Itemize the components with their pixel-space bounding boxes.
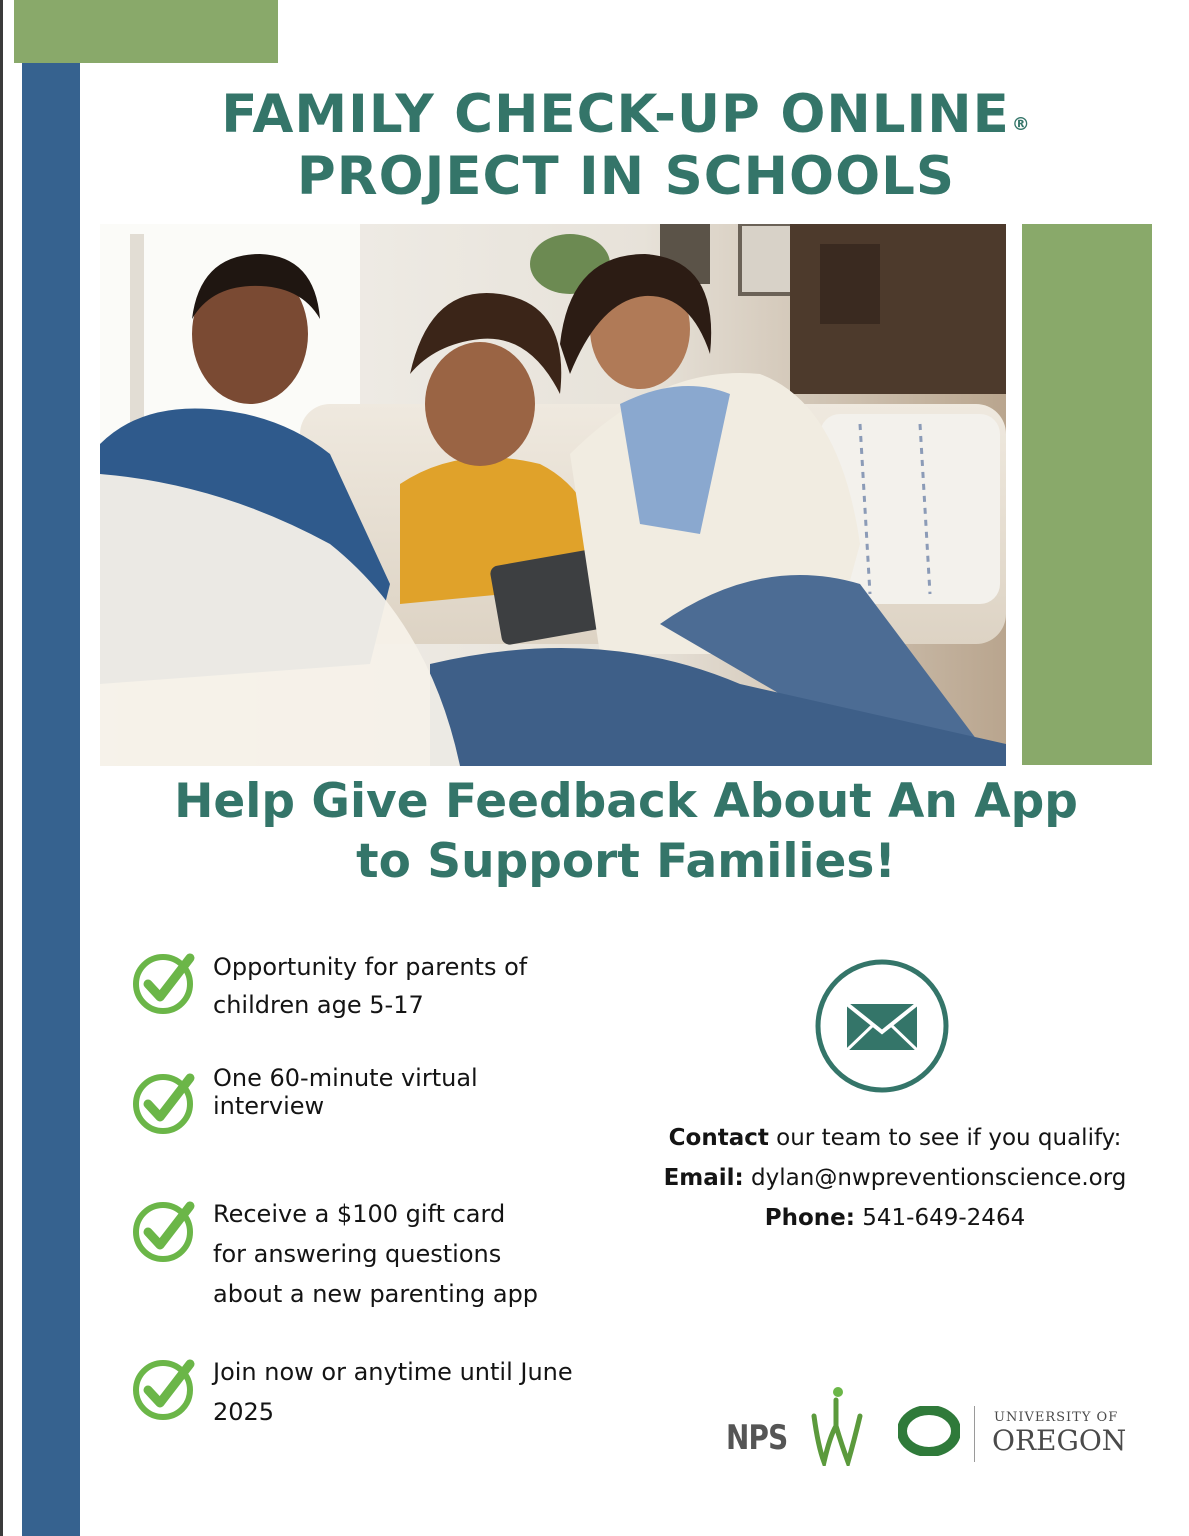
- contact-lead-text: our team to see if you qualify:: [768, 1125, 1122, 1151]
- contact-lead-bold: Contact: [668, 1125, 769, 1151]
- top-green-bar: [14, 0, 278, 63]
- benefit-text-line: Opportunity for parents of: [213, 953, 528, 981]
- benefit-text-line: for answering questions: [213, 1240, 502, 1268]
- headline-line-2: to Support Families!: [356, 834, 896, 889]
- flyer-title: [100, 84, 1152, 208]
- benefit-text: [213, 1352, 633, 1432]
- benefit-text: [213, 1064, 633, 1120]
- check-circle-icon: [132, 948, 198, 1014]
- partner-logos: [722, 1382, 1152, 1472]
- left-blue-bar: [22, 63, 80, 1536]
- right-green-bar: [1022, 224, 1152, 765]
- contact-lead: [600, 1118, 1189, 1158]
- oregon-text: OREGON: [992, 1424, 1127, 1457]
- title-line-2: PROJECT IN SCHOOLS: [296, 146, 956, 207]
- contact-phone[interactable]: [600, 1198, 1189, 1238]
- benefit-text-line: children age 5-17: [213, 991, 424, 1019]
- benefit-text: [213, 948, 633, 1024]
- page-edge-line: [0, 0, 3, 1536]
- benefit-text-line: One 60-minute virtual: [213, 1064, 478, 1092]
- university-of-text: UNIVERSITY OF: [994, 1410, 1119, 1425]
- mail-icon: [814, 958, 950, 1094]
- benefit-text-line: 2025: [213, 1398, 275, 1426]
- family-photo: [100, 224, 1006, 766]
- title-line-1: FAMILY CHECK-UP ONLINE: [221, 84, 1010, 145]
- email-address[interactable]: dylan@nwpreventionscience.org: [743, 1165, 1127, 1191]
- phone-label: Phone:: [764, 1205, 855, 1231]
- contact-block: [600, 1118, 1189, 1238]
- university-of-oregon-o-logo: [898, 1406, 960, 1456]
- check-circle-icon: [132, 1196, 198, 1262]
- nps-figures-logo: [808, 1386, 868, 1466]
- feedback-headline: [100, 772, 1152, 892]
- benefit-text-line: about a new parenting app: [213, 1280, 539, 1308]
- benefit-text-line: interview: [213, 1092, 325, 1120]
- family-photo-illustration: [100, 224, 1006, 766]
- nps-logo-text: NPS: [726, 1418, 788, 1458]
- check-circle-icon: [132, 1354, 198, 1420]
- email-label: Email:: [663, 1165, 744, 1191]
- contact-email[interactable]: [600, 1158, 1189, 1198]
- check-circle-icon: [132, 1068, 198, 1134]
- benefit-text: [213, 1194, 633, 1314]
- logo-divider: [974, 1406, 975, 1462]
- registered-mark: ®: [1011, 114, 1031, 135]
- benefit-text-line: Receive a $100 gift card: [213, 1200, 506, 1228]
- phone-number[interactable]: 541-649-2464: [854, 1205, 1026, 1231]
- benefit-text-line: Join now or anytime until June: [213, 1358, 573, 1386]
- headline-line-1: Help Give Feedback About An App: [174, 774, 1078, 829]
